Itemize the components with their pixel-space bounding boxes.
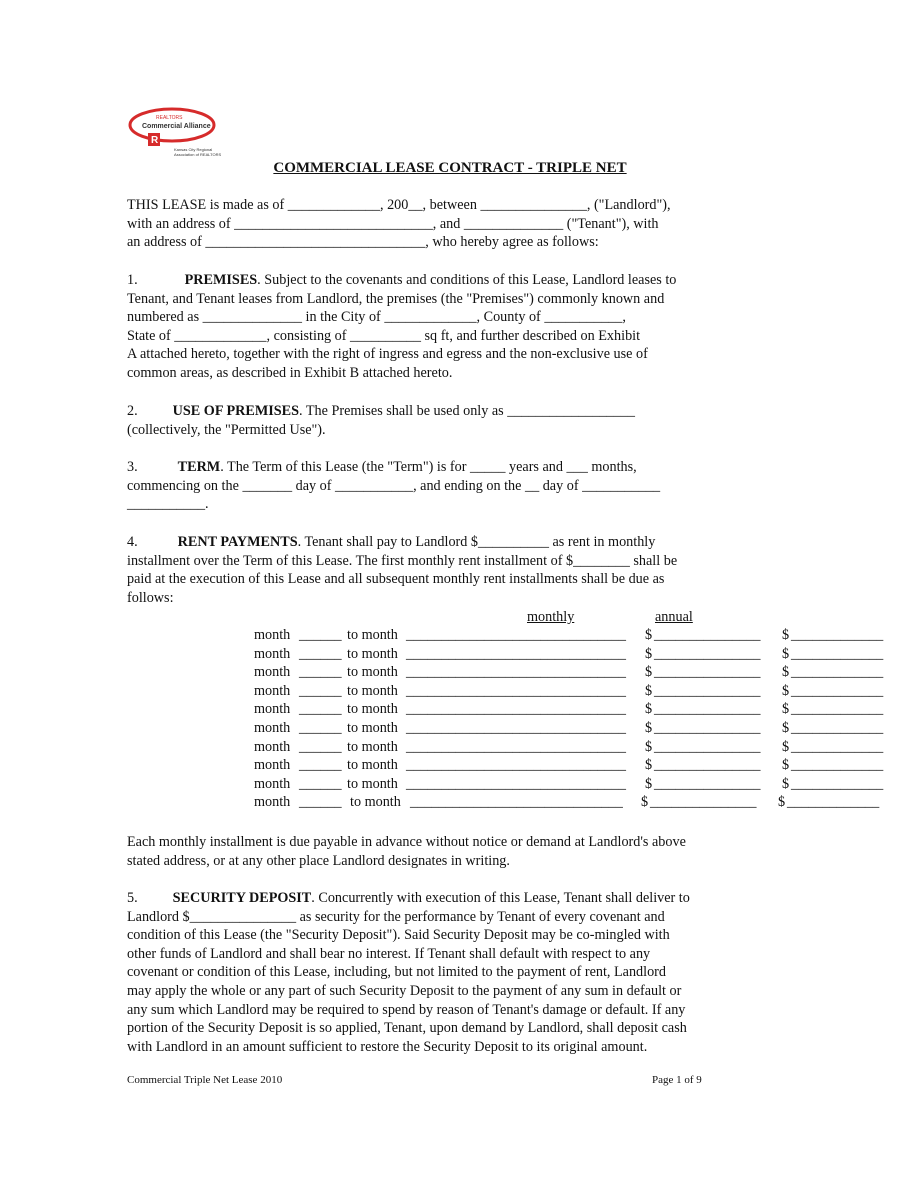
schedule-to-label: to month — [347, 738, 398, 755]
schedule-annual-blank[interactable]: _____________ — [791, 720, 884, 736]
schedule-from-label: month — [254, 738, 291, 755]
schedule-from-label: month — [254, 645, 291, 662]
section-line: installment over the Term of this Lease. The first monthly rent installment of $________ shall be — [127, 552, 678, 569]
schedule-monthly-dollar: $ — [645, 720, 653, 736]
schedule-from-blank[interactable]: ______ — [299, 645, 342, 662]
schedule-annual-dollar: $ — [782, 664, 790, 681]
schedule-from-label: month — [254, 664, 291, 681]
schedule-monthly-dollar: $ — [645, 645, 653, 662]
schedule-monthly-dollar: $ — [645, 664, 653, 681]
realtors-commercial-alliance-logo — [128, 105, 258, 165]
schedule-to-blank[interactable]: _______________________________ — [406, 682, 626, 699]
schedule-from-blank[interactable]: ______ — [299, 664, 342, 681]
schedule-monthly-blank[interactable]: _______________ — [654, 757, 761, 774]
section-number: 1. — [127, 272, 138, 288]
section-line: other funds of Landlord and shall bear no interest. If Tenant shall default with respect to any — [127, 945, 651, 962]
section-line: paid at the execution of this Lease and all subsequent monthly rent installments shall be due as — [127, 571, 665, 588]
rent-schedule — [127, 627, 884, 814]
section-heading: TERM — [177, 459, 221, 475]
section-line: any sum which Landlord may be required to spend by reason of Tenant's damage or default. If any — [127, 1001, 686, 1018]
schedule-annual-blank[interactable]: _____________ — [791, 645, 884, 662]
schedule-annual-blank[interactable]: _____________ — [791, 664, 884, 681]
section-line: (collectively, the "Permitted Use"). — [127, 421, 326, 438]
note-line: Each monthly installment is due payable in advance without notice or demand at Landlord's above — [127, 834, 686, 850]
section-number: 3. — [127, 459, 138, 475]
schedule-annual-blank[interactable]: _____________ — [791, 701, 884, 718]
logo-assoc-line1: Kansas City Regional — [174, 147, 213, 152]
section-deposit-first-line — [127, 889, 772, 908]
section-line: follows: — [127, 589, 174, 606]
schedule-to-blank[interactable]: _______________________________ — [406, 701, 626, 718]
schedule-to-blank[interactable]: _______________________________ — [406, 720, 626, 736]
schedule-from-label: month — [254, 627, 291, 643]
schedule-from-label: month — [254, 757, 291, 774]
schedule-annual-dollar: $ — [782, 701, 790, 718]
schedule-monthly-blank[interactable]: _______________ — [654, 645, 761, 662]
schedule-monthly-blank[interactable]: _______________ — [654, 738, 761, 755]
section-line: Tenant, and Tenant leases from Landlord, the premises (the "Premises") commonly known and — [127, 290, 665, 307]
schedule-annual-blank[interactable]: _____________ — [791, 627, 884, 643]
realtor-r-letter: R — [151, 135, 159, 146]
schedule-monthly-blank[interactable]: _______________ — [654, 720, 761, 736]
schedule-annual-dollar: $ — [782, 645, 790, 662]
section-text: . The Premises shall be used only as __________________ — [299, 403, 635, 419]
section-text: . The Term of this Lease (the "Term") is for _____ years and ___ months, — [220, 459, 637, 475]
schedule-row — [254, 739, 894, 758]
intro-paragraph — [127, 196, 772, 252]
schedule-to-blank[interactable]: _______________________________ — [406, 775, 626, 792]
logo-assoc-line2: Association of REALTORS — [174, 152, 222, 157]
section-security-deposit — [127, 889, 772, 1056]
schedule-to-blank[interactable]: _______________________________ — [406, 757, 626, 774]
section-heading: PREMISES — [184, 272, 258, 288]
schedule-monthly-blank[interactable]: _______________ — [654, 627, 761, 643]
section-line: numbered as ______________ in the City of _____________, County of ___________, — [127, 309, 626, 326]
schedule-annual-dollar: $ — [782, 775, 790, 792]
schedule-monthly-dollar: $ — [645, 682, 653, 699]
section-line: commencing on the _______ day of ___________, and ending on the __ day of ___________ — [127, 477, 661, 494]
section-line: ___________. — [127, 496, 209, 513]
schedule-monthly-blank[interactable]: _______________ — [654, 682, 761, 699]
section-line: common areas, as described in Exhibit B attached hereto. — [127, 364, 453, 381]
schedule-monthly-blank[interactable]: _______________ — [654, 664, 761, 681]
schedule-to-blank[interactable]: _______________________________ — [406, 738, 626, 755]
schedule-from-blank[interactable]: ______ — [299, 775, 342, 792]
schedule-annual-blank[interactable]: _____________ — [791, 757, 884, 774]
schedule-annual-blank[interactable]: _____________ — [787, 794, 880, 811]
schedule-from-label: month — [254, 775, 291, 792]
intro-line: an address of _______________________________, who hereby agree as follows: — [127, 234, 599, 251]
section-term — [127, 458, 772, 514]
section-number: 4. — [127, 534, 138, 550]
schedule-annual-dollar: $ — [782, 720, 790, 736]
schedule-to-label: to month — [347, 701, 398, 718]
schedule-annual-blank[interactable]: _____________ — [791, 775, 884, 792]
schedule-to-label: to month — [347, 720, 398, 736]
schedule-annual-dollar: $ — [778, 794, 786, 811]
schedule-annual-blank[interactable]: _____________ — [791, 682, 884, 699]
schedule-from-label: month — [254, 682, 291, 699]
schedule-monthly-blank[interactable]: _______________ — [654, 701, 761, 718]
section-rent-first-line — [127, 533, 772, 552]
schedule-from-label: month — [254, 720, 291, 736]
schedule-annual-dollar: $ — [782, 757, 790, 774]
schedule-to-label: to month — [347, 775, 398, 792]
schedule-from-blank[interactable]: ______ — [299, 757, 342, 774]
schedule-monthly-header: monthly — [527, 609, 575, 625]
schedule-to-label: to month — [347, 664, 398, 681]
section-text: . Tenant shall pay to Landlord $__________ as rent in monthly — [297, 534, 656, 550]
schedule-to-blank[interactable]: ______________________________ — [410, 794, 623, 811]
section-line: portion of the Security Deposit is so applied, Tenant, upon demand by Landlord, shall deposit cash — [127, 1020, 687, 1037]
schedule-row — [254, 757, 894, 776]
schedule-from-blank[interactable]: ______ — [299, 738, 342, 755]
footer-document-name: Commercial Triple Net Lease 2010 — [127, 1074, 283, 1086]
schedule-monthly-blank[interactable]: _______________ — [650, 794, 757, 811]
section-text: . Subject to the covenants and conditions of this Lease, Landlord leases to — [257, 272, 677, 288]
section-heading: RENT PAYMENTS — [177, 534, 298, 550]
schedule-row — [254, 646, 894, 665]
section-line: covenant or condition of this Lease, including, but not limited to the payment of rent, Landlord — [127, 964, 667, 981]
schedule-monthly-dollar: $ — [641, 794, 649, 811]
schedule-row — [254, 776, 894, 795]
schedule-to-label: to month — [347, 682, 398, 699]
section-line: with Landlord in an amount sufficient to restore the Security Deposit to its original amount. — [127, 1038, 648, 1055]
logo-text-realtors: REALTORS — [156, 115, 183, 121]
schedule-row — [254, 664, 894, 683]
schedule-to-label: to month — [347, 757, 398, 774]
schedule-row — [254, 683, 894, 702]
schedule-monthly-dollar: $ — [645, 757, 653, 774]
document-title — [0, 160, 900, 177]
schedule-from-blank[interactable]: ______ — [299, 720, 342, 736]
section-text: . Concurrently with execution of this Lease, Tenant shall deliver to — [311, 890, 690, 906]
schedule-row — [254, 701, 894, 720]
schedule-monthly-dollar: $ — [645, 775, 653, 792]
logo-text-commercial-alliance: Commercial Alliance — [142, 123, 211, 130]
schedule-to-label: to month — [350, 794, 401, 811]
section-premises — [127, 271, 772, 383]
schedule-row — [254, 627, 894, 646]
section-number: 2. — [127, 403, 138, 419]
footer-page-number: Page 1 of 9 — [652, 1074, 702, 1086]
schedule-from-label: month — [254, 701, 291, 718]
note-line: stated address, or at any other place Landlord designates in writing. — [127, 852, 510, 869]
section-heading: USE OF PREMISES — [172, 403, 300, 419]
schedule-monthly-blank[interactable]: _______________ — [654, 775, 761, 792]
schedule-to-blank[interactable]: _______________________________ — [406, 645, 626, 662]
section-number: 5. — [127, 890, 138, 906]
schedule-annual-dollar: $ — [782, 682, 790, 699]
schedule-annual-dollar: $ — [782, 627, 790, 643]
schedule-to-label: to month — [347, 645, 398, 662]
section-heading: SECURITY DEPOSIT — [172, 890, 312, 906]
installment-note — [127, 833, 772, 870]
schedule-annual-header: annual — [655, 609, 693, 625]
section-term-first-line — [127, 458, 772, 477]
schedule-monthly-dollar: $ — [645, 627, 653, 643]
section-premises-first-line — [127, 271, 772, 290]
schedule-from-blank[interactable]: ______ — [299, 701, 342, 718]
schedule-row — [254, 794, 894, 813]
schedule-from-blank[interactable]: ______ — [299, 794, 342, 811]
intro-line: THIS LEASE is made as of _____________, 200__, between _______________, ("Landlord"), — [127, 197, 671, 213]
section-use-of-premises — [127, 402, 772, 439]
schedule-from-blank[interactable]: ______ — [299, 627, 342, 643]
schedule-to-blank[interactable]: _______________________________ — [406, 664, 626, 681]
section-line: A attached hereto, together with the right of ingress and egress and the non-exclusive use of — [127, 346, 648, 363]
section-line: condition of this Lease (the "Security Deposit"). Said Security Deposit may be co-mingled with — [127, 927, 670, 944]
schedule-annual-dollar: $ — [782, 738, 790, 755]
section-line: Landlord $_______________ as security for the performance by Tenant of every covenant and — [127, 908, 665, 925]
schedule-from-blank[interactable]: ______ — [299, 682, 342, 699]
schedule-annual-blank[interactable]: _____________ — [791, 738, 884, 755]
schedule-to-label: to month — [347, 627, 398, 643]
title-text: COMMERCIAL LEASE CONTRACT - TRIPLE NET — [273, 160, 627, 176]
schedule-from-label: month — [254, 794, 291, 811]
schedule-row — [254, 720, 894, 739]
section-rent-payments — [127, 533, 772, 607]
schedule-monthly-dollar: $ — [645, 738, 653, 755]
section-use-first-line — [127, 402, 772, 421]
intro-line: with an address of ____________________________, and ______________ ("Tenant"), with — [127, 215, 659, 232]
schedule-to-blank[interactable]: _______________________________ — [406, 627, 626, 643]
section-line: State of _____________, consisting of __________ sq ft, and further described on Exhibit — [127, 327, 641, 344]
schedule-monthly-dollar: $ — [645, 701, 653, 718]
section-line: may apply the whole or any part of such Security Deposit to the payment of any sum in default or — [127, 982, 682, 999]
